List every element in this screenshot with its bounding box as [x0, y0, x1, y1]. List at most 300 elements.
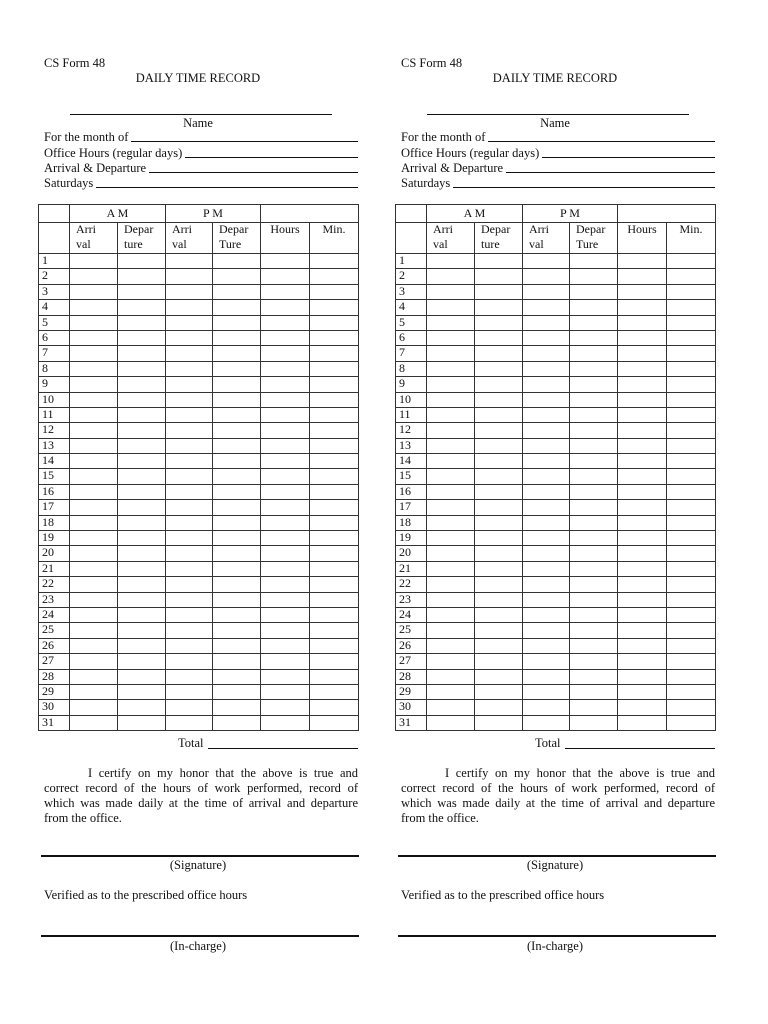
am-departure-cell[interactable]	[118, 392, 166, 407]
am-arrival-cell[interactable]	[70, 438, 118, 453]
hours-cell[interactable]	[618, 346, 667, 361]
pm-departure-cell[interactable]	[213, 500, 261, 515]
am-departure-cell[interactable]	[118, 515, 166, 530]
pm-arrival-cell[interactable]	[523, 592, 570, 607]
hours-cell[interactable]	[618, 300, 667, 315]
am-arrival-cell[interactable]	[427, 531, 475, 546]
month-line[interactable]	[131, 141, 358, 142]
am-arrival-cell[interactable]	[70, 269, 118, 284]
hours-cell[interactable]	[261, 392, 310, 407]
am-departure-cell[interactable]	[475, 469, 523, 484]
hours-cell[interactable]	[261, 561, 310, 576]
pm-arrival-cell[interactable]	[523, 607, 570, 622]
hours-cell[interactable]	[261, 300, 310, 315]
pm-departure-cell[interactable]	[570, 330, 618, 345]
min-cell[interactable]	[667, 577, 716, 592]
hours-cell[interactable]	[618, 654, 667, 669]
pm-arrival-cell[interactable]	[166, 254, 213, 269]
min-cell[interactable]	[310, 623, 359, 638]
am-arrival-cell[interactable]	[427, 500, 475, 515]
am-arrival-cell[interactable]	[70, 515, 118, 530]
min-cell[interactable]	[667, 592, 716, 607]
month-field[interactable]	[44, 129, 358, 144]
min-cell[interactable]	[667, 254, 716, 269]
hours-cell[interactable]	[261, 346, 310, 361]
am-departure-cell[interactable]	[118, 377, 166, 392]
pm-departure-cell[interactable]	[570, 638, 618, 653]
hours-cell[interactable]	[261, 592, 310, 607]
pm-arrival-cell[interactable]	[523, 669, 570, 684]
pm-departure-cell[interactable]	[570, 577, 618, 592]
min-cell[interactable]	[310, 315, 359, 330]
pm-departure-cell[interactable]	[213, 607, 261, 622]
am-departure-cell[interactable]	[475, 561, 523, 576]
am-departure-cell[interactable]	[475, 531, 523, 546]
am-departure-cell[interactable]	[475, 669, 523, 684]
pm-arrival-cell[interactable]	[166, 423, 213, 438]
pm-arrival-cell[interactable]	[166, 684, 213, 699]
am-arrival-cell[interactable]	[70, 407, 118, 422]
pm-arrival-cell[interactable]	[166, 531, 213, 546]
am-departure-cell[interactable]	[118, 284, 166, 299]
hours-cell[interactable]	[261, 515, 310, 530]
min-cell[interactable]	[310, 377, 359, 392]
pm-arrival-cell[interactable]	[523, 715, 570, 730]
pm-arrival-cell[interactable]	[166, 330, 213, 345]
pm-departure-cell[interactable]	[213, 561, 261, 576]
pm-arrival-cell[interactable]	[523, 315, 570, 330]
pm-departure-cell[interactable]	[213, 623, 261, 638]
pm-arrival-cell[interactable]	[523, 546, 570, 561]
am-arrival-cell[interactable]	[427, 515, 475, 530]
am-arrival-cell[interactable]	[70, 623, 118, 638]
hours-cell[interactable]	[618, 438, 667, 453]
min-cell[interactable]	[310, 546, 359, 561]
pm-arrival-cell[interactable]	[166, 546, 213, 561]
pm-arrival-cell[interactable]	[166, 484, 213, 499]
am-arrival-cell[interactable]	[70, 700, 118, 715]
pm-arrival-cell[interactable]	[166, 438, 213, 453]
am-departure-cell[interactable]	[118, 361, 166, 376]
am-arrival-cell[interactable]	[70, 330, 118, 345]
pm-departure-cell[interactable]	[570, 500, 618, 515]
am-departure-cell[interactable]	[118, 330, 166, 345]
am-departure-cell[interactable]	[475, 315, 523, 330]
am-arrival-cell[interactable]	[427, 669, 475, 684]
pm-departure-cell[interactable]	[213, 592, 261, 607]
pm-arrival-cell[interactable]	[523, 515, 570, 530]
hours-cell[interactable]	[261, 315, 310, 330]
pm-arrival-cell[interactable]	[523, 454, 570, 469]
pm-arrival-cell[interactable]	[523, 638, 570, 653]
am-arrival-cell[interactable]	[427, 592, 475, 607]
pm-arrival-cell[interactable]	[523, 377, 570, 392]
min-cell[interactable]	[667, 454, 716, 469]
am-departure-cell[interactable]	[475, 700, 523, 715]
pm-arrival-cell[interactable]	[523, 300, 570, 315]
pm-arrival-cell[interactable]	[523, 392, 570, 407]
am-departure-cell[interactable]	[475, 438, 523, 453]
min-cell[interactable]	[310, 438, 359, 453]
am-departure-cell[interactable]	[118, 254, 166, 269]
am-arrival-cell[interactable]	[427, 423, 475, 438]
pm-departure-cell[interactable]	[570, 392, 618, 407]
min-cell[interactable]	[310, 577, 359, 592]
pm-departure-cell[interactable]	[213, 531, 261, 546]
pm-departure-cell[interactable]	[570, 607, 618, 622]
am-arrival-cell[interactable]	[427, 654, 475, 669]
pm-arrival-cell[interactable]	[523, 484, 570, 499]
pm-arrival-cell[interactable]	[523, 254, 570, 269]
hours-cell[interactable]	[261, 684, 310, 699]
pm-departure-cell[interactable]	[213, 284, 261, 299]
hours-cell[interactable]	[261, 330, 310, 345]
am-departure-cell[interactable]	[118, 607, 166, 622]
pm-departure-cell[interactable]	[213, 269, 261, 284]
saturdays-field[interactable]	[401, 175, 715, 190]
am-arrival-cell[interactable]	[70, 254, 118, 269]
pm-arrival-cell[interactable]	[166, 515, 213, 530]
min-cell[interactable]	[310, 684, 359, 699]
am-departure-cell[interactable]	[475, 607, 523, 622]
am-arrival-cell[interactable]	[427, 484, 475, 499]
pm-arrival-cell[interactable]	[166, 592, 213, 607]
am-arrival-cell[interactable]	[70, 531, 118, 546]
pm-departure-cell[interactable]	[213, 669, 261, 684]
pm-arrival-cell[interactable]	[166, 315, 213, 330]
am-arrival-cell[interactable]	[427, 638, 475, 653]
am-arrival-cell[interactable]	[427, 700, 475, 715]
pm-arrival-cell[interactable]	[166, 700, 213, 715]
am-arrival-cell[interactable]	[427, 454, 475, 469]
am-departure-cell[interactable]	[118, 561, 166, 576]
pm-arrival-cell[interactable]	[523, 561, 570, 576]
pm-departure-cell[interactable]	[213, 438, 261, 453]
am-departure-cell[interactable]	[475, 515, 523, 530]
pm-arrival-cell[interactable]	[523, 284, 570, 299]
am-arrival-cell[interactable]	[70, 577, 118, 592]
hours-cell[interactable]	[618, 669, 667, 684]
pm-departure-cell[interactable]	[570, 531, 618, 546]
pm-departure-cell[interactable]	[213, 546, 261, 561]
pm-arrival-cell[interactable]	[166, 561, 213, 576]
hours-cell[interactable]	[618, 392, 667, 407]
am-departure-cell[interactable]	[475, 500, 523, 515]
pm-arrival-cell[interactable]	[166, 500, 213, 515]
pm-departure-cell[interactable]	[213, 484, 261, 499]
am-departure-cell[interactable]	[118, 469, 166, 484]
office-hours-line[interactable]	[542, 157, 715, 158]
pm-arrival-cell[interactable]	[523, 423, 570, 438]
min-cell[interactable]	[667, 623, 716, 638]
min-cell[interactable]	[667, 546, 716, 561]
hours-cell[interactable]	[618, 407, 667, 422]
min-cell[interactable]	[310, 300, 359, 315]
month-field[interactable]	[401, 129, 715, 144]
am-departure-cell[interactable]	[118, 592, 166, 607]
pm-arrival-cell[interactable]	[166, 607, 213, 622]
am-departure-cell[interactable]	[475, 361, 523, 376]
am-arrival-cell[interactable]	[427, 300, 475, 315]
am-arrival-cell[interactable]	[70, 469, 118, 484]
pm-arrival-cell[interactable]	[166, 469, 213, 484]
am-departure-cell[interactable]	[475, 254, 523, 269]
am-departure-cell[interactable]	[475, 623, 523, 638]
min-cell[interactable]	[310, 561, 359, 576]
am-departure-cell[interactable]	[118, 454, 166, 469]
min-cell[interactable]	[667, 607, 716, 622]
min-cell[interactable]	[310, 700, 359, 715]
min-cell[interactable]	[667, 638, 716, 653]
pm-departure-cell[interactable]	[570, 346, 618, 361]
am-departure-cell[interactable]	[475, 454, 523, 469]
month-line[interactable]	[488, 141, 715, 142]
min-cell[interactable]	[310, 654, 359, 669]
pm-arrival-cell[interactable]	[523, 684, 570, 699]
hours-cell[interactable]	[618, 638, 667, 653]
pm-departure-cell[interactable]	[213, 715, 261, 730]
pm-departure-cell[interactable]	[213, 423, 261, 438]
pm-arrival-cell[interactable]	[166, 654, 213, 669]
min-cell[interactable]	[667, 484, 716, 499]
min-cell[interactable]	[667, 269, 716, 284]
am-arrival-cell[interactable]	[70, 638, 118, 653]
min-cell[interactable]	[310, 715, 359, 730]
pm-arrival-cell[interactable]	[523, 269, 570, 284]
am-departure-cell[interactable]	[475, 423, 523, 438]
am-arrival-cell[interactable]	[70, 423, 118, 438]
min-cell[interactable]	[667, 684, 716, 699]
pm-departure-cell[interactable]	[570, 423, 618, 438]
am-departure-cell[interactable]	[475, 330, 523, 345]
min-cell[interactable]	[310, 638, 359, 653]
pm-departure-cell[interactable]	[570, 254, 618, 269]
pm-departure-cell[interactable]	[213, 315, 261, 330]
am-arrival-cell[interactable]	[427, 269, 475, 284]
pm-departure-cell[interactable]	[213, 392, 261, 407]
am-arrival-cell[interactable]	[427, 607, 475, 622]
am-departure-cell[interactable]	[475, 592, 523, 607]
pm-departure-cell[interactable]	[570, 546, 618, 561]
min-cell[interactable]	[667, 531, 716, 546]
hours-cell[interactable]	[618, 607, 667, 622]
hours-cell[interactable]	[618, 546, 667, 561]
pm-arrival-cell[interactable]	[166, 377, 213, 392]
am-arrival-cell[interactable]	[70, 377, 118, 392]
min-cell[interactable]	[310, 469, 359, 484]
total-line[interactable]	[208, 748, 358, 749]
hours-cell[interactable]	[261, 269, 310, 284]
min-cell[interactable]	[310, 346, 359, 361]
arrival-departure-field[interactable]	[401, 160, 715, 175]
hours-cell[interactable]	[618, 454, 667, 469]
hours-cell[interactable]	[618, 284, 667, 299]
am-departure-cell[interactable]	[475, 715, 523, 730]
am-arrival-cell[interactable]	[427, 254, 475, 269]
pm-departure-cell[interactable]	[570, 654, 618, 669]
am-arrival-cell[interactable]	[70, 346, 118, 361]
min-cell[interactable]	[667, 654, 716, 669]
saturdays-line[interactable]	[96, 187, 358, 188]
pm-departure-cell[interactable]	[213, 700, 261, 715]
min-cell[interactable]	[667, 284, 716, 299]
name-field[interactable]	[427, 114, 689, 115]
pm-arrival-cell[interactable]	[166, 392, 213, 407]
am-departure-cell[interactable]	[118, 484, 166, 499]
signature-line[interactable]	[398, 855, 716, 857]
pm-departure-cell[interactable]	[213, 361, 261, 376]
am-arrival-cell[interactable]	[70, 500, 118, 515]
hours-cell[interactable]	[261, 623, 310, 638]
pm-departure-cell[interactable]	[570, 284, 618, 299]
am-departure-cell[interactable]	[475, 407, 523, 422]
min-cell[interactable]	[310, 269, 359, 284]
am-departure-cell[interactable]	[118, 684, 166, 699]
am-arrival-cell[interactable]	[70, 454, 118, 469]
arrival-departure-line[interactable]	[149, 172, 358, 173]
am-arrival-cell[interactable]	[427, 546, 475, 561]
pm-arrival-cell[interactable]	[523, 531, 570, 546]
am-departure-cell[interactable]	[475, 654, 523, 669]
pm-arrival-cell[interactable]	[523, 330, 570, 345]
pm-departure-cell[interactable]	[213, 330, 261, 345]
pm-departure-cell[interactable]	[213, 254, 261, 269]
am-arrival-cell[interactable]	[70, 561, 118, 576]
pm-departure-cell[interactable]	[570, 623, 618, 638]
hours-cell[interactable]	[618, 469, 667, 484]
am-arrival-cell[interactable]	[70, 546, 118, 561]
pm-departure-cell[interactable]	[213, 300, 261, 315]
hours-cell[interactable]	[261, 577, 310, 592]
min-cell[interactable]	[667, 330, 716, 345]
am-arrival-cell[interactable]	[427, 330, 475, 345]
pm-departure-cell[interactable]	[570, 669, 618, 684]
hours-cell[interactable]	[618, 377, 667, 392]
min-cell[interactable]	[667, 423, 716, 438]
pm-departure-cell[interactable]	[570, 315, 618, 330]
hours-cell[interactable]	[618, 700, 667, 715]
min-cell[interactable]	[310, 254, 359, 269]
hours-cell[interactable]	[261, 377, 310, 392]
arrival-departure-field[interactable]	[44, 160, 358, 175]
pm-departure-cell[interactable]	[213, 454, 261, 469]
min-cell[interactable]	[667, 500, 716, 515]
pm-arrival-cell[interactable]	[523, 361, 570, 376]
pm-departure-cell[interactable]	[570, 269, 618, 284]
hours-cell[interactable]	[261, 669, 310, 684]
am-arrival-cell[interactable]	[70, 300, 118, 315]
office-hours-line[interactable]	[185, 157, 358, 158]
am-departure-cell[interactable]	[475, 284, 523, 299]
min-cell[interactable]	[667, 515, 716, 530]
am-arrival-cell[interactable]	[427, 684, 475, 699]
hours-cell[interactable]	[618, 315, 667, 330]
min-cell[interactable]	[667, 392, 716, 407]
pm-departure-cell[interactable]	[213, 577, 261, 592]
saturdays-line[interactable]	[453, 187, 715, 188]
pm-arrival-cell[interactable]	[166, 577, 213, 592]
pm-departure-cell[interactable]	[570, 515, 618, 530]
pm-arrival-cell[interactable]	[166, 269, 213, 284]
hours-cell[interactable]	[261, 500, 310, 515]
min-cell[interactable]	[310, 330, 359, 345]
pm-arrival-cell[interactable]	[523, 623, 570, 638]
total-field[interactable]	[178, 736, 358, 751]
pm-departure-cell[interactable]	[213, 515, 261, 530]
am-departure-cell[interactable]	[475, 638, 523, 653]
pm-arrival-cell[interactable]	[166, 454, 213, 469]
am-arrival-cell[interactable]	[427, 346, 475, 361]
min-cell[interactable]	[310, 392, 359, 407]
pm-departure-cell[interactable]	[213, 469, 261, 484]
min-cell[interactable]	[667, 438, 716, 453]
am-departure-cell[interactable]	[118, 423, 166, 438]
am-departure-cell[interactable]	[475, 300, 523, 315]
am-arrival-cell[interactable]	[427, 469, 475, 484]
pm-departure-cell[interactable]	[213, 407, 261, 422]
pm-departure-cell[interactable]	[213, 377, 261, 392]
pm-arrival-cell[interactable]	[166, 284, 213, 299]
am-arrival-cell[interactable]	[427, 377, 475, 392]
name-field[interactable]	[70, 114, 332, 115]
min-cell[interactable]	[667, 561, 716, 576]
hours-cell[interactable]	[261, 284, 310, 299]
min-cell[interactable]	[667, 300, 716, 315]
am-arrival-cell[interactable]	[427, 715, 475, 730]
hours-cell[interactable]	[261, 700, 310, 715]
pm-departure-cell[interactable]	[570, 484, 618, 499]
total-line[interactable]	[565, 748, 715, 749]
am-arrival-cell[interactable]	[70, 715, 118, 730]
hours-cell[interactable]	[261, 654, 310, 669]
pm-departure-cell[interactable]	[570, 561, 618, 576]
min-cell[interactable]	[310, 361, 359, 376]
pm-arrival-cell[interactable]	[523, 346, 570, 361]
pm-arrival-cell[interactable]	[523, 469, 570, 484]
pm-departure-cell[interactable]	[570, 377, 618, 392]
min-cell[interactable]	[310, 454, 359, 469]
pm-arrival-cell[interactable]	[523, 438, 570, 453]
signature-line[interactable]	[41, 855, 359, 857]
total-field[interactable]	[535, 736, 715, 751]
min-cell[interactable]	[310, 500, 359, 515]
am-arrival-cell[interactable]	[427, 407, 475, 422]
am-departure-cell[interactable]	[118, 623, 166, 638]
min-cell[interactable]	[310, 407, 359, 422]
pm-departure-cell[interactable]	[570, 592, 618, 607]
am-arrival-cell[interactable]	[427, 561, 475, 576]
am-departure-cell[interactable]	[118, 577, 166, 592]
am-arrival-cell[interactable]	[70, 669, 118, 684]
am-arrival-cell[interactable]	[427, 623, 475, 638]
hours-cell[interactable]	[618, 592, 667, 607]
am-departure-cell[interactable]	[118, 638, 166, 653]
hours-cell[interactable]	[618, 577, 667, 592]
am-departure-cell[interactable]	[118, 315, 166, 330]
pm-arrival-cell[interactable]	[166, 623, 213, 638]
min-cell[interactable]	[667, 469, 716, 484]
am-departure-cell[interactable]	[118, 407, 166, 422]
hours-cell[interactable]	[618, 684, 667, 699]
am-departure-cell[interactable]	[475, 392, 523, 407]
pm-arrival-cell[interactable]	[523, 407, 570, 422]
pm-departure-cell[interactable]	[570, 469, 618, 484]
hours-cell[interactable]	[618, 623, 667, 638]
pm-departure-cell[interactable]	[570, 407, 618, 422]
am-departure-cell[interactable]	[475, 577, 523, 592]
am-departure-cell[interactable]	[475, 346, 523, 361]
pm-departure-cell[interactable]	[570, 715, 618, 730]
